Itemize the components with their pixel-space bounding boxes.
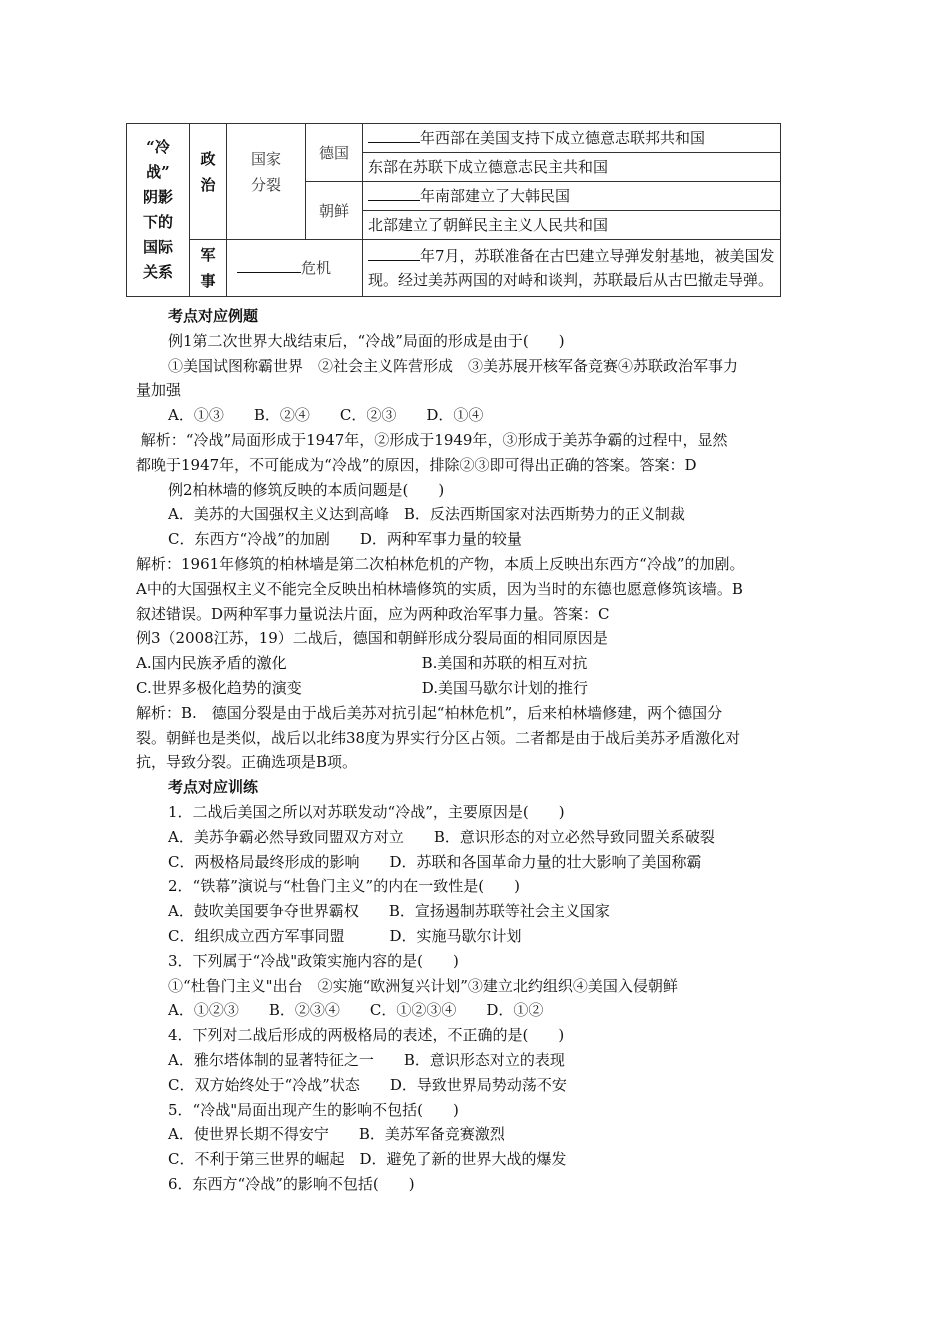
text-line: C．东西方“冷战”的加剧 D．两种军事力量的较量 (168, 530, 522, 549)
title-line: 阴影 (142, 188, 173, 206)
text-line: 解析：“冷战”局面形成于1947年，②形成于1949年，③形成于美苏争霸的过程中，显然 (136, 430, 728, 449)
text-line: A．鼓吹美国要争夺世界霸权 B．宣扬遏制苏联等社会主义国家 (168, 902, 610, 921)
crisis-cell (227, 240, 363, 297)
text-line: A．使世界长期不得安宁 B．美苏军备竞赛激烈 (168, 1125, 505, 1144)
fill-blank[interactable] (368, 185, 420, 201)
politics-char: 治 (200, 176, 216, 194)
section-heading: 考点对应训练 (168, 778, 259, 797)
germany-east-cell: 东部在苏联下成立德意志民主共和国 (363, 153, 781, 182)
text-line: 都晚于1947年，不可能成为“冷战”的原因，排除②③即可得出正确的答案。答案：D (136, 455, 697, 474)
germany-west-cell (363, 124, 781, 153)
text-line: 解析：1961年修筑的柏林墙是第二次柏林危机的产物，本质上反映出东西方“冷战”的加剧。 (136, 554, 745, 573)
fill-blank[interactable] (368, 127, 420, 143)
military-cell (190, 240, 227, 297)
title-line: 下的 (142, 213, 173, 231)
military-char: 事 (200, 272, 216, 290)
text-line: C．两极格局最终形成的影响 D．苏联和各国革命力量的壮大影响了美国称霸 (168, 852, 702, 871)
section-heading: 考点对应例题 (168, 307, 259, 325)
text-line: 解析：B. 德国分裂是由于战后美苏对抗引起“柏林危机”，后来柏林墙修建，两个德国分 (136, 703, 723, 722)
korea-north-cell: 北部建立了朝鲜民主主义人民共和国 (363, 211, 781, 240)
text-line: 例1第二次世界大战结束后，“冷战”局面的形成是由于( ) (168, 331, 565, 350)
crisis-label: 危机 (301, 259, 332, 277)
germany-cell: 德国 (306, 124, 363, 182)
text-line: 3．下列属于“冷战"政策实施内容的是( ) (168, 951, 459, 970)
division-cell (227, 124, 306, 240)
korea-cell: 朝鲜 (306, 182, 363, 240)
text-line: C．不利于第三世界的崛起 D．避免了新的世界大战的爆发 (168, 1150, 567, 1169)
text-line: 抗，导致分裂。正确选项是B项。 (136, 753, 358, 772)
text-line: 4．下列对二战后形成的两极格局的表述，不正确的是( ) (168, 1026, 565, 1045)
text-line: 裂。朝鲜也是类似，战后以北纬38度为界实行分区占领。二者都是由于战后美苏矛盾激化对 (136, 728, 741, 747)
text-line: C.世界多极化趋势的演变 D.美国马歇尔计划的推行 (136, 678, 588, 697)
title-line: 战” (146, 163, 170, 181)
text-line: 2．“铁幕”演说与“杜鲁门主义”的内在一致性是( ) (168, 877, 520, 896)
text-line: A．①③ B．②④ C．②③ D．①④ (168, 406, 484, 425)
text-line: 5．“冷战"局面出现产生的影响不包括( ) (168, 1100, 459, 1119)
fill-blank[interactable] (237, 257, 301, 273)
germany-west-text: 年西部在美国支持下成立德意志联邦共和国 (420, 129, 706, 147)
table-title-cell (127, 124, 190, 297)
military-char: 军 (200, 246, 216, 264)
text-line: A．美苏的大国强权主义达到高峰 B．反法西斯国家对法西斯势力的正义制裁 (168, 505, 685, 524)
politics-char: 政 (200, 150, 216, 168)
text-line: 量加强 (136, 381, 182, 400)
korea-south-text: 年南部建立了大韩民国 (420, 187, 571, 205)
text-line: 1．二战后美国之所以对苏联发动“冷战”，主要原因是( ) (168, 802, 565, 821)
text-line: ①“杜鲁门主义"出台 ②实施“欧洲复兴计划”③建立北约组织④美国入侵朝鲜 (168, 976, 678, 995)
text-line: 例3（2008江苏，19）二战后，德国和朝鲜形成分裂局面的相同原因是 (136, 629, 608, 648)
title-line: 国际 (142, 238, 173, 256)
politics-cell (190, 124, 227, 240)
title-line: 关系 (142, 263, 173, 281)
korea-south-cell (363, 182, 781, 211)
text-line: A．美苏争霸必然导致同盟双方对立 B．意识形态的对立必然导致同盟关系破裂 (168, 827, 715, 846)
document-body (136, 304, 796, 1197)
text-line: 6．东西方“冷战”的影响不包括( ) (168, 1174, 415, 1193)
division-line: 分裂 (250, 176, 281, 194)
text-line: C．组织成立西方军事同盟 D．实施马歇尔计划 (168, 926, 522, 945)
text-line: 例2柏林墙的修筑反映的本质问题是( ) (168, 480, 445, 499)
text-line: A.国内民族矛盾的激化 B.美国和苏联的相互对抗 (136, 654, 588, 673)
title-line: “冷 (146, 138, 170, 156)
fill-blank[interactable] (368, 245, 420, 261)
cold-war-summary-table (126, 123, 781, 297)
text-line: ①美国试图称霸世界 ②社会主义阵营形成 ③美苏展开核军备竞赛④苏联政治军事力 (168, 356, 739, 375)
division-line: 国家 (250, 150, 281, 168)
cuba-text: 年7月，苏联准备在古巴建立导弹发射基地，被美国发现。经过美苏两国的对峙和谈判，苏联最后从古巴撤走导弹。 (368, 247, 775, 289)
text-line: A．雅尔塔体制的显著特征之一 B．意识形态对立的表现 (168, 1050, 565, 1069)
text-line: A．①②③ B．②③④ C．①②③④ D．①② (168, 1001, 544, 1020)
cuba-cell (363, 240, 781, 297)
text-line: C．双方始终处于“冷战”状态 D．导致世界局势动荡不安 (168, 1075, 567, 1094)
text-line: 叙述错误。D两种军事力量说法片面，应为两种政治军事力量。答案：C (136, 604, 610, 623)
text-line: A中的大国强权主义不能完全反映出柏林墙修筑的实质，因为当时的东德也愿意修筑该墙。B (136, 579, 743, 598)
